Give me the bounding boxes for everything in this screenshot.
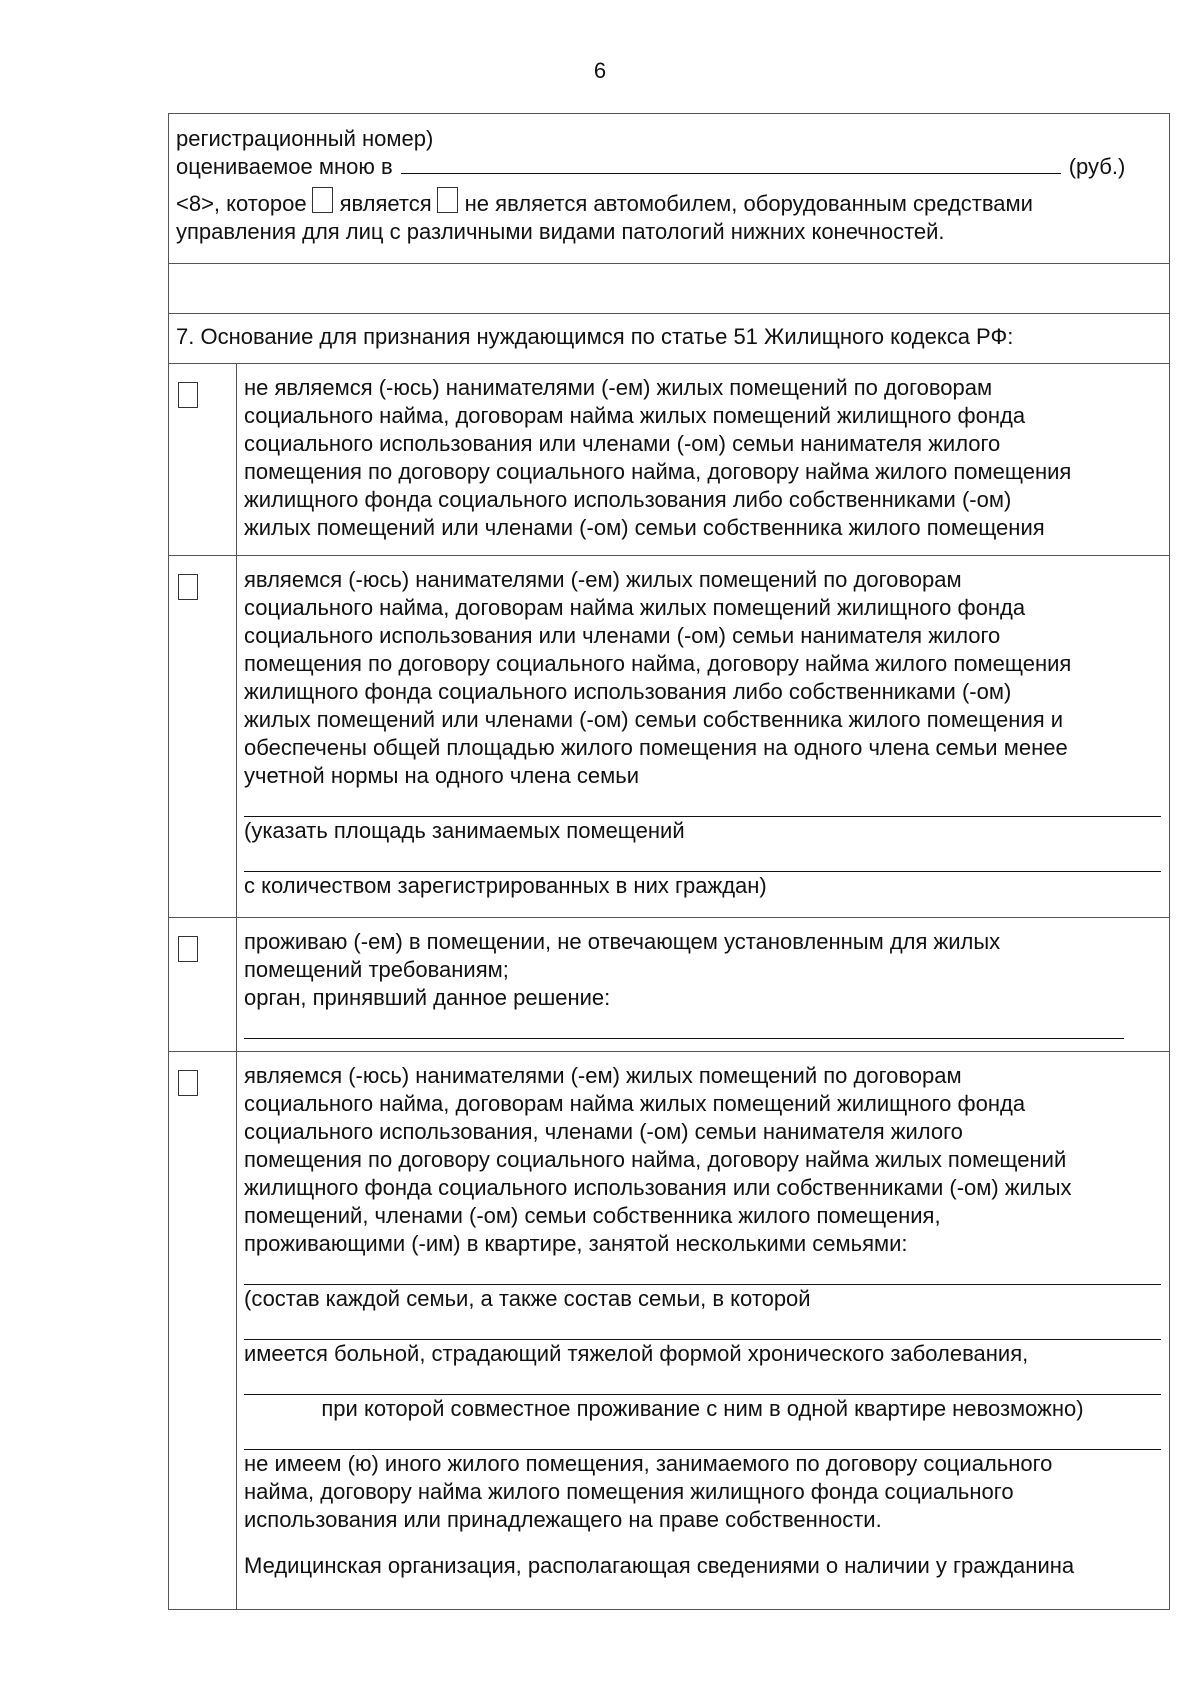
intro-line-4: управления для лиц с различными видами патологий нижних конечностей. xyxy=(176,219,945,244)
family-caption-1: (состав каждой семьи, а также состав семьи, в которой xyxy=(244,1286,811,1311)
section-7-heading: 7. Основание для признания нуждающимся по статье 51 Жилищного кодекса РФ: xyxy=(176,324,1014,349)
option-4-after-line: найма, договору найма жилого помещения жилищного фонда социального xyxy=(244,1479,1014,1504)
option-4-line: помещения по договору социального найма, договору найма жилых помещений xyxy=(244,1147,1067,1172)
intro-line-1: регистрационный номер) xyxy=(176,126,434,151)
option-row-1 xyxy=(169,364,1170,556)
option-1-line: жилищного фонда социального использования либо собственниками (-ом) xyxy=(244,487,1012,512)
family-caption-2: имеется больной, страдающий тяжелой формой хронического заболевания, xyxy=(244,1341,1029,1366)
option-4-checkbox[interactable] xyxy=(178,1070,198,1096)
option-2-line: социального использования или членами (-ом) семьи нанимателя жилого xyxy=(244,623,1001,648)
option-4-line: являемся (-юсь) нанимателями (-ем) жилых помещений по договорам xyxy=(244,1063,962,1088)
area-caption: (указать площадь занимаемых помещений xyxy=(244,818,685,843)
option-2-checkbox[interactable] xyxy=(178,574,198,600)
is-not-adapted-checkbox[interactable] xyxy=(437,187,458,213)
option-3-line: помещений требованиям; xyxy=(244,957,509,982)
area-input-line[interactable] xyxy=(244,790,1161,817)
is-adapted-checkbox[interactable] xyxy=(312,187,333,213)
section-7-row xyxy=(169,314,1170,364)
option-4-line: социального использования, членами (-ом) семьи нанимателя жилого xyxy=(244,1119,963,1144)
authority-input-line[interactable] xyxy=(244,1012,1124,1039)
option-4-after-line: не имеем (ю) иного жилого помещения, занимаемого по договору социального xyxy=(244,1451,1053,1476)
application-form-table xyxy=(168,113,1170,1610)
option-1-line: социального использования или членами (-ом) семьи нанимателя жилого xyxy=(244,431,1001,456)
family-composition-input-line-2[interactable] xyxy=(244,1313,1161,1340)
family-caption-3: при которой совместное проживание с ним в одной квартире невозможно) xyxy=(321,1396,1084,1421)
option-row-4 xyxy=(169,1052,1170,1610)
option-4-line: помещений, членами (-ом) семьи собственника жилого помещения, xyxy=(244,1203,941,1228)
option-2-line: помещения по договору социального найма, договору найма жилого помещения xyxy=(244,651,1072,676)
vehicle-row xyxy=(169,114,1170,264)
option-4-line: жилищного фонда социального использования или собственниками (-ом) жилых xyxy=(244,1175,1072,1200)
option-2-line: обеспечены общей площадью жилого помещения на одного члена семьи менее xyxy=(244,735,1068,760)
page-number: 6 xyxy=(593,58,607,83)
intro-line-2: оцениваемое мною в (руб.) xyxy=(176,154,1126,179)
option-row-2 xyxy=(169,556,1170,918)
option-2-line: жилищного фонда социального использования либо собственниками (-ом) xyxy=(244,679,1012,704)
option-2-line: учетной нормы на одного члена семьи xyxy=(244,763,640,788)
option-2-line: социального найма, договорам найма жилых помещений жилищного фонда xyxy=(244,595,1026,620)
family-composition-input-line-4[interactable] xyxy=(244,1423,1161,1450)
option-4-after-line: использования или принадлежащего на праве собственности. xyxy=(244,1507,882,1532)
residents-input-line[interactable] xyxy=(244,845,1161,872)
option-2-line: являемся (-юсь) нанимателями (-ем) жилых помещений по договорам xyxy=(244,567,962,592)
residents-caption: с количеством зарегистрированных в них граждан) xyxy=(244,873,767,898)
option-2-line: жилых помещений или членами (-ом) семьи собственника жилого помещения и xyxy=(244,707,1064,732)
option-3-line: проживаю (-ем) в помещении, не отвечающем установленным для жилых xyxy=(244,929,1001,954)
option-1-line: социального найма, договорам найма жилых помещений жилищного фонда xyxy=(244,403,1026,428)
option-4-line: проживающими (-им) в квартире, занятой несколькими семьями: xyxy=(244,1231,908,1256)
empty-row xyxy=(169,264,1170,314)
option-3-line: орган, принявший данное решение: xyxy=(244,985,611,1010)
option-4-line: социального найма, договорам найма жилых помещений жилищного фонда xyxy=(244,1091,1026,1116)
value-input-line[interactable] xyxy=(401,153,1061,174)
option-1-line: жилых помещений или членами (-ом) семьи собственника жилого помещения xyxy=(244,515,1045,540)
intro-line-3: <8>, которое является не является автомобилем, оборудованным средствами xyxy=(176,187,1161,218)
family-composition-input-line-3[interactable] xyxy=(244,1368,1161,1395)
option-3-checkbox[interactable] xyxy=(178,936,198,962)
medical-organization-line: Медицинская организация, располагающая сведениями о наличии у гражданина xyxy=(244,1553,1075,1578)
option-1-line: не являемся (-юсь) нанимателями (-ем) жилых помещений по договорам xyxy=(244,375,993,400)
family-composition-input-line[interactable] xyxy=(244,1258,1161,1285)
option-1-checkbox[interactable] xyxy=(178,382,198,408)
option-row-3 xyxy=(169,918,1170,1052)
option-1-line: помещения по договору социального найма, договору найма жилого помещения xyxy=(244,459,1072,484)
